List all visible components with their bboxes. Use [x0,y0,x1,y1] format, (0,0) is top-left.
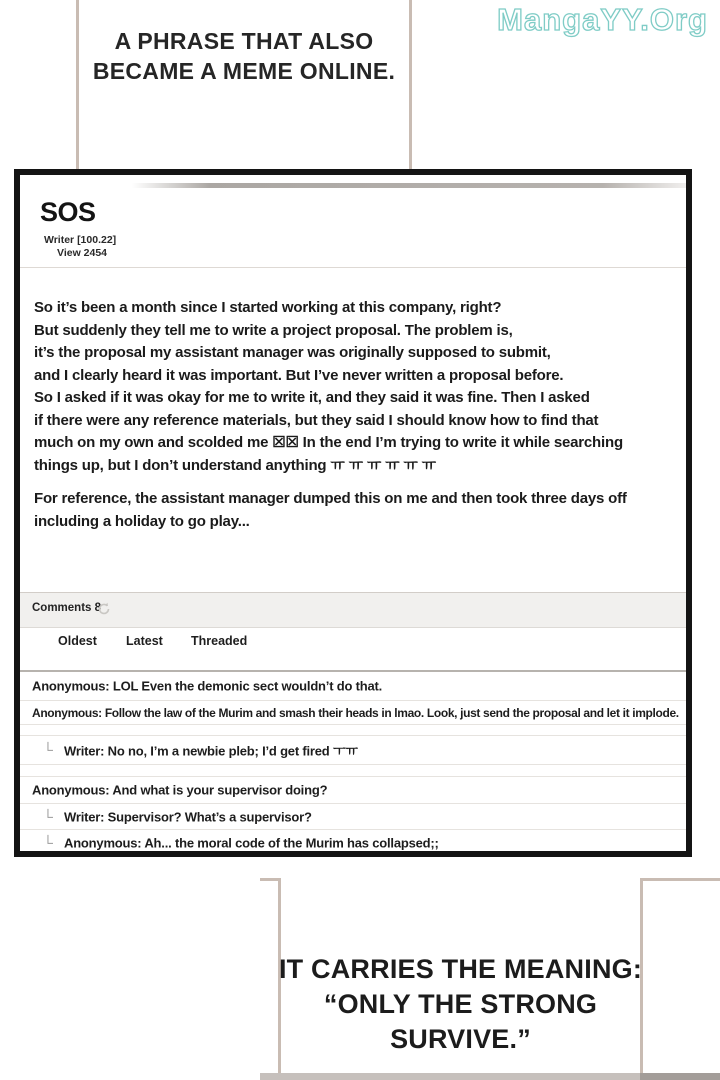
speech-text-bottom-line1: IT CARRIES THE MEANING: [278,954,643,984]
comment-list [20,672,686,855]
post-writer: Writer [100.22] [44,234,117,246]
refresh-icon[interactable] [96,601,112,617]
reply-arrow-icon: └ [43,807,53,824]
next-panel-edge [260,1073,720,1080]
site-watermark: MangaYY.Org [497,2,708,37]
panel-top-gradient-bar [132,183,686,188]
body-line: But suddenly they tell me to write a project proposal. The problem is, [34,321,513,339]
speech-bubble-bottom [278,878,643,1080]
comment-row-reply [20,830,686,855]
speech-text-bottom-line3: SURVIVE.” [390,1024,531,1054]
comment-row-reply [20,736,686,765]
post-body [34,297,680,533]
speech-text-top-line2: BECAME A MEME ONLINE. [92,58,396,84]
comment-row [20,701,686,725]
comment-text: Anonymous: LOL Even the demonic sect wouldn’t do that. [32,678,383,694]
tab-threaded[interactable]: Threaded [191,634,248,648]
speech-text-bottom-line2: “ONLY THE STRONG [323,989,598,1019]
post-view-count: View 2454 [57,247,108,259]
header-divider [20,267,686,268]
comment-text: Writer: No no, I’m a newbie pleb; I’d get fired ㅜㅠ [64,743,358,759]
body-line: So it’s been a month since I started working at this company, right? [34,299,502,316]
comments-count-label: Comments 8 [32,602,102,614]
comment-text: Anonymous: And what is your supervisor doing? [32,782,328,798]
comment-gap [20,765,686,777]
comment-text: Anonymous: Ah... the moral code of the Murim has collapsed;; [64,835,439,850]
comment-text: Anonymous: Follow the law of the Murim and smash their heads in lmao. Look, just send the proposal and let it implode. [32,705,679,720]
forum-post-panel [14,169,692,857]
comment-gap [20,725,686,736]
body-line: So I asked if it was okay for me to write it, and they said it was fine. Then I asked [34,389,590,406]
body-line: and I clearly heard it was important. But I’ve never written a proposal before. [34,366,564,384]
speech-text-top [79,26,409,86]
comment-row-reply [20,804,686,830]
speech-bubble-top [76,0,412,172]
comments-header-bar [20,592,686,628]
body-line: things up, but I don’t understand anything ㅠ ㅠ ㅠ ㅠ ㅠ ㅠ [34,456,436,474]
tab-oldest[interactable]: Oldest [58,634,97,648]
speech-text-bottom [261,952,660,1057]
reply-arrow-icon: └ [43,833,53,850]
body-line: including a holiday to go play... [34,512,250,530]
tab-latest[interactable]: Latest [126,634,163,648]
comment-sort-tabs [20,628,686,658]
body-line: For reference, the assistant manager dumped this on me and then took three days off [34,490,627,507]
speech-text-top-line1: A PHRASE THAT ALSO [114,28,374,54]
comment-text: Writer: Supervisor? What’s a supervisor? [64,809,312,824]
comment-row [20,777,686,804]
post-title: SOS [40,197,96,227]
body-line: it’s the proposal my assistant manager was originally supposed to submit, [34,344,551,361]
body-line: much on my own and scolded me ☒☒ In the end I’m trying to write it while searching [34,434,623,451]
body-line: if there were any reference materials, but they said I should know how to find that [34,411,599,429]
comment-row [20,672,686,701]
reply-arrow-icon: └ [43,741,53,758]
next-panel-edge-dark [640,1073,720,1080]
